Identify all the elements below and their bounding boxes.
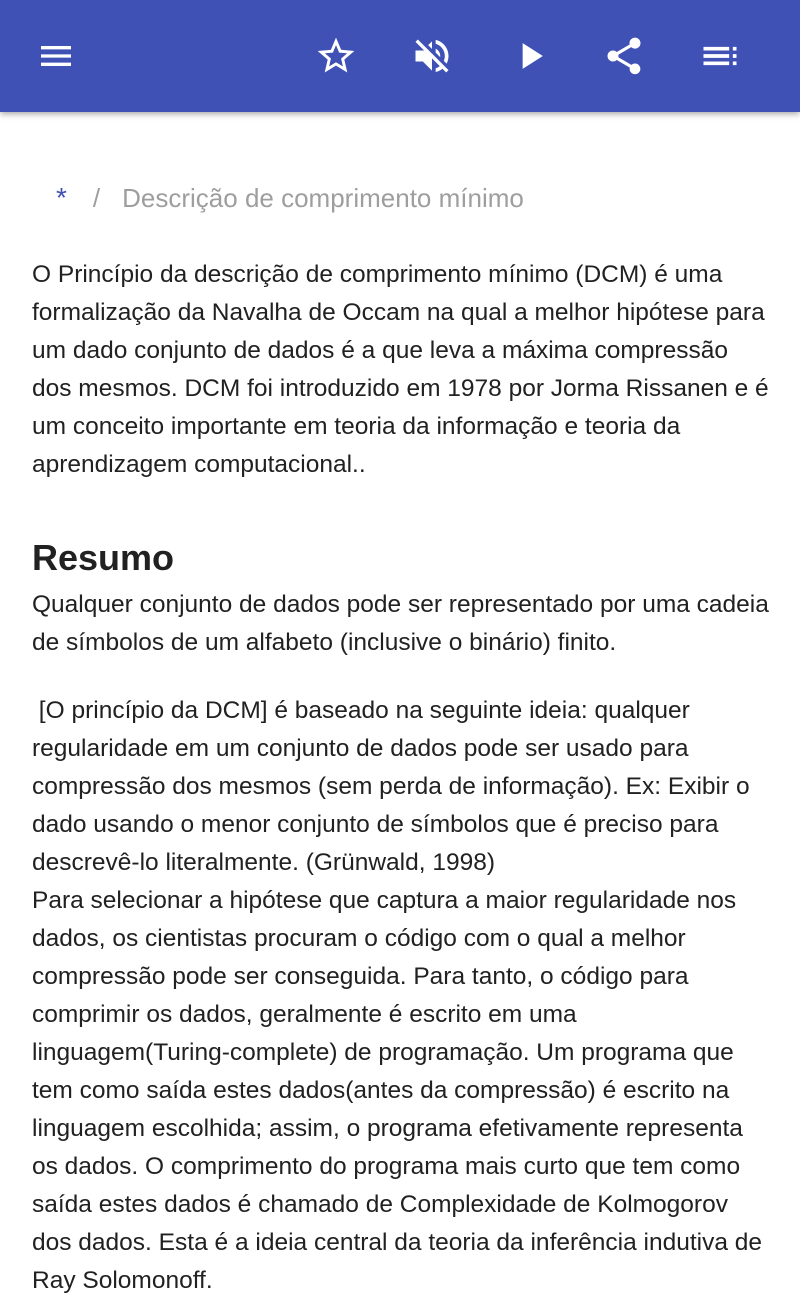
share-button[interactable] [592, 24, 656, 88]
menu-button[interactable] [24, 24, 88, 88]
contents-button[interactable] [688, 24, 752, 88]
volume-off-icon [410, 34, 454, 78]
breadcrumb-home-link[interactable]: * [56, 182, 67, 213]
article-body [32, 256, 772, 1300]
table-of-contents-icon [698, 34, 742, 78]
section-title: Resumo [32, 537, 175, 578]
app-toolbar [0, 0, 800, 112]
breadcrumb [56, 180, 524, 216]
paragraph: [O princípio da DCM] é baseado na seguinte ideia: qualquer regularidade em um conjunto de dados pode ser usado para compressão dos mesmos (sem perda de informação). Ex: Exibir o dado usando o menor conjunto de símbolos que é preciso para descrevê-lo literalmente. (Grünwald, 1998) [32, 697, 750, 876]
breadcrumb-separator: / [92, 183, 101, 213]
favorite-button[interactable] [304, 24, 368, 88]
share-icon [602, 34, 646, 78]
paragraph: Qualquer conjunto de dados pode ser representado por uma cadeia de símbolos de um alfabeto (inclusive o binário) finito. [32, 591, 769, 656]
article-intro: O Princípio da descrição de comprimento mínimo (DCM) é uma formalização da Navalha de Occam na qual a melhor hipótese para um dado conjunto de dados é a que leva a máxima compressão dos mesmos. DCM foi introduzido em 1978 por Jorma Rissanen e é um conceito importante em teoria da informação e teoria da aprendizagem computacional.. [32, 261, 769, 478]
paragraph: Para selecionar a hipótese que captura a maior regularidade nos dados, os cientistas procuram o código com o qual a melhor compressão pode ser conseguida. Para tanto, o código para comprimir os dados, geralmente é escrito em uma linguagem(Turing-complete) de programação. Um programa que tem como saída estes dados(antes da compressão) é escrito na linguagem escolhida; assim, o programa efetivamente representa os dados. O comprimento do programa mais curto que tem como saída estes dados é chamado de Complexidade de Kolmogorov dos dados. Esta é a ideia central da teoria da inferência indutiva de Ray Solomonoff. [32, 887, 763, 1294]
mute-button[interactable] [400, 24, 464, 88]
play-button[interactable] [498, 24, 562, 88]
breadcrumb-current: Descrição de comprimento mínimo [122, 183, 524, 213]
play-icon [508, 34, 552, 78]
article-content [0, 112, 800, 1294]
star-outline-icon [314, 34, 358, 78]
menu-icon [36, 36, 76, 76]
